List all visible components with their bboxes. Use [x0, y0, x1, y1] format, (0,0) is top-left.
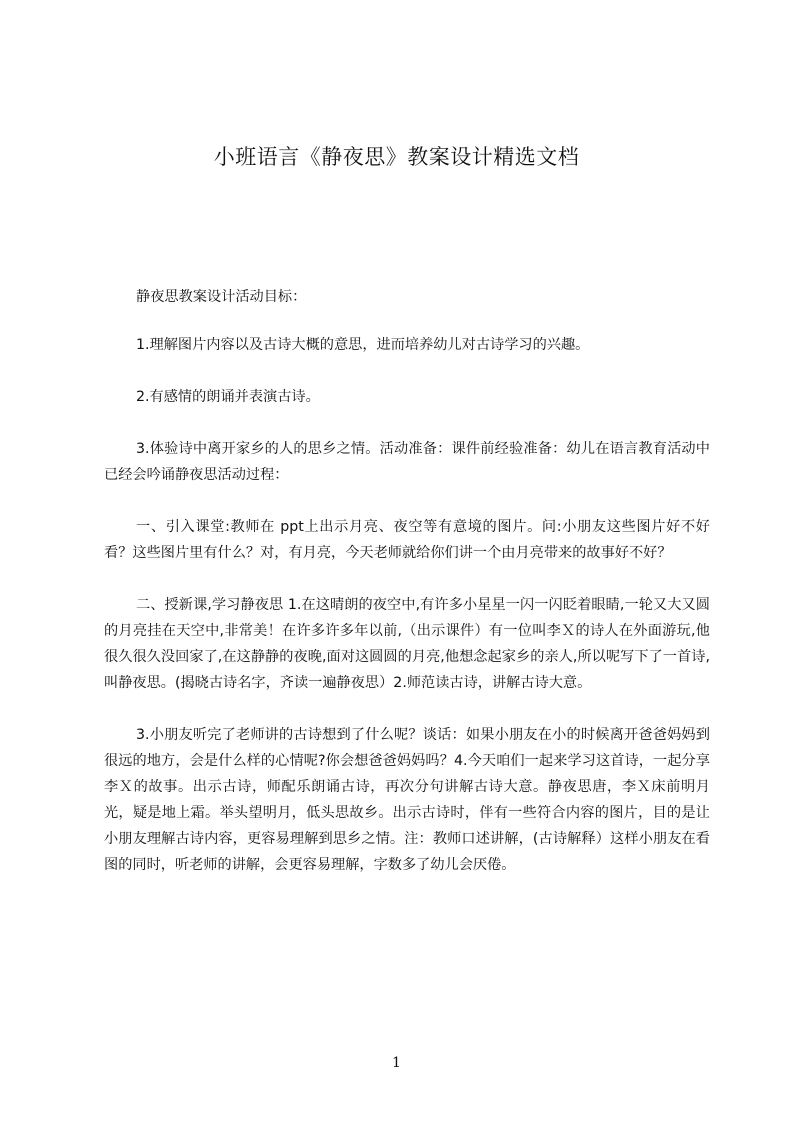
paragraph-objective-1: 1.理解图片内容以及古诗大概的意思，进而培养幼儿对古诗学习的兴趣。 — [136, 337, 590, 353]
page-number: 1 — [392, 1055, 401, 1071]
document-title: 小班语言《静夜思》教案设计精选文档 — [213, 145, 580, 169]
paragraph-objective-3: 3.体验诗中离开家乡的人的思乡之情。活动准备：课件前经验准备：幼儿在语言教育活动中已经会吟诵静夜思活动过程： — [104, 441, 710, 483]
paragraph-introduction: 一、引入课堂:教师在 ppt上出示月亮、夜空等有意境的图片。问:小朋友这些图片好不好看？这些图片里有什么？对，有月亮，今天老师就给你们讲一个由月亮带来的故事好不好？ — [104, 519, 710, 561]
paragraph-objective-2: 2.有感情的朗诵并表演古诗。 — [136, 389, 320, 405]
paragraph-discussion: 3.小朋友听完了老师讲的古诗想到了什么呢？谈话：如果小朋友在小的时候离开爸爸妈妈到很远的地方，会是什么样的心情呢?你会想爸爸妈妈吗？4.今天咱们一起来学习这首诗，一起分享李Ｘ的故事。出示古诗，师配乐朗诵古诗，再次分句讲解古诗大意。静夜思唐，李Ｘ床前明月光，疑是地上霜。举头望明月，低头思故乡。出示古诗时，伴有一些符合内容的图片，目的是让小朋友理解古诗内容，更容易理解到思乡之情。注：教师口述讲解，(古诗解释）这样小朋友在看图的同时，听老师的讲解，会更容易理解，字数多了幼儿会厌倦。 — [104, 727, 710, 873]
document-body — [104, 284, 710, 904]
paragraph-new-lesson: 二、授新课,学习静夜思 1.在这晴朗的夜空中,有许多小星星一闪一闪眨着眼睛,一轮又大又圆的月亮挂在天空中,非常美！在许多许多年以前,（出示课件）有一位叫李Ｘ的诗人在外面游玩,他很久很久没回家了,在这静静的夜晚,面对这圆圆的月亮,他想念起家乡的亲人,所以呢写下了一首诗,叫静夜思。(揭晓古诗名字，齐读一遍静夜思）2.师范读古诗，讲解古诗大意。 — [104, 597, 710, 691]
paragraph-objectives-heading: 静夜思教案设计活动目标： — [136, 289, 307, 305]
